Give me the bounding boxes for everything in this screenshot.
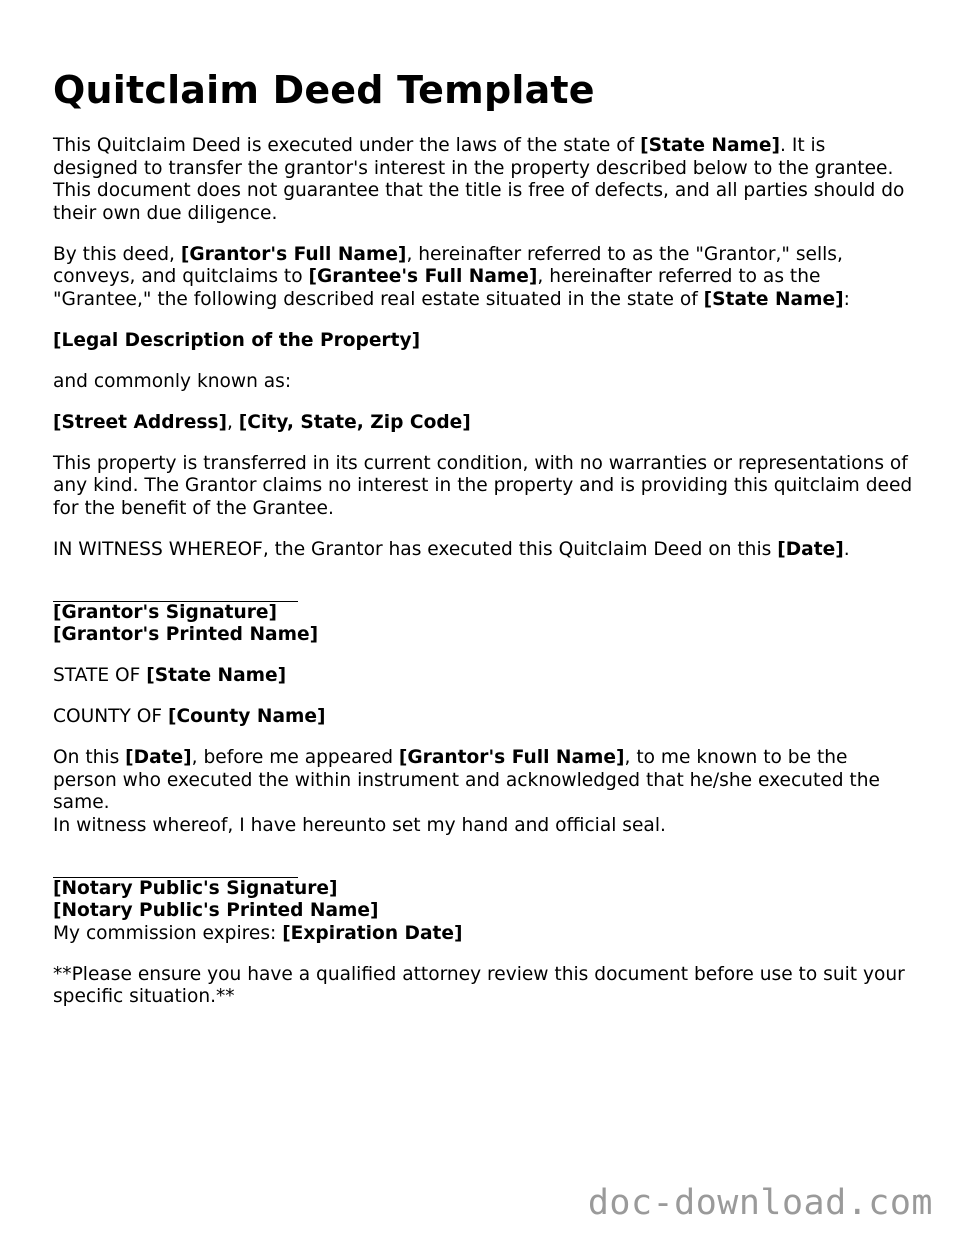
notary-printed-name-placeholder: [Notary Public's Printed Name] xyxy=(53,900,379,921)
grantor-signature-block xyxy=(53,580,913,647)
known-as-paragraph: and commonly known as: xyxy=(53,370,292,392)
disclaimer-paragraph: **Please ensure you have a qualified attorney review this document before use to suit your specific situation.** xyxy=(53,963,905,1007)
state-of-placeholder: [State Name] xyxy=(146,665,287,686)
ack-date-placeholder: [Date] xyxy=(125,747,192,768)
conveyance-text-4: : xyxy=(843,288,850,310)
ack-grantor-placeholder: [Grantor's Full Name] xyxy=(398,747,625,768)
acknowledgment-paragraph xyxy=(53,747,913,837)
grantor-signature-line xyxy=(53,580,298,602)
ack-text-2: , before me appeared xyxy=(191,747,399,768)
notary-signature-block xyxy=(53,856,913,946)
intro-text-2: . It is designed to transfer the grantor's interest in the property described below to the grantee. This document does not guarantee that the title is free of defects, and all parties should do their own due diligence. xyxy=(53,135,905,224)
state-of-line xyxy=(53,665,913,688)
legal-description-placeholder: [Legal Description of the Property] xyxy=(53,329,421,351)
conveyance-state-placeholder: [State Name] xyxy=(703,288,844,310)
county-of-line xyxy=(53,706,913,729)
document-page xyxy=(53,62,913,1027)
grantor-signature-placeholder: [Grantor's Signature] xyxy=(53,601,278,623)
intro-state-placeholder: [State Name] xyxy=(640,135,781,156)
grantee-name-placeholder: [Grantee's Full Name] xyxy=(308,266,538,287)
notary-signature-placeholder: [Notary Public's Signature] xyxy=(53,877,338,899)
conveyance-text-1: By this deed, xyxy=(53,243,181,265)
intro-paragraph xyxy=(53,135,913,225)
conveyance-paragraph xyxy=(53,244,913,312)
street-address-placeholder: [Street Address] xyxy=(53,411,227,433)
address-separator: , xyxy=(226,411,239,433)
grantor-name-placeholder: [Grantor's Full Name] xyxy=(180,243,407,265)
intro-text-1: This Quitclaim Deed is executed under the laws of the state of xyxy=(53,135,641,156)
page-title: Quitclaim Deed Template xyxy=(53,68,595,112)
county-of-label: COUNTY OF xyxy=(53,706,169,727)
witness-paragraph xyxy=(53,539,913,562)
condition-paragraph: This property is transferred in its current condition, with no warranties or representations of any kind. The Grantor claims no interest in the property and is providing this quitclaim deed for the benefit of the Grantee. xyxy=(53,452,913,519)
legal-description-paragraph xyxy=(53,330,913,353)
ack-text-3: , to me known to be the person who executed the within instrument and acknowledged that he/she executed the same. xyxy=(53,747,880,813)
watermark: doc-download.com xyxy=(587,1183,933,1223)
address-paragraph xyxy=(53,412,913,435)
grantor-printed-name-placeholder: [Grantor's Printed Name] xyxy=(53,624,319,645)
commission-expires-label: My commission expires: xyxy=(53,922,283,944)
witness-date-placeholder: [Date] xyxy=(777,538,844,560)
state-of-label: STATE OF xyxy=(53,665,147,686)
ack-text-1: On this xyxy=(53,747,126,768)
county-of-placeholder: [County Name] xyxy=(168,706,326,727)
witness-text-2: . xyxy=(843,538,850,560)
witness-text-1: IN WITNESS WHEREOF, the Grantor has executed this Quitclaim Deed on this xyxy=(53,538,778,560)
notary-signature-line xyxy=(53,856,298,878)
expiration-date-placeholder: [Expiration Date] xyxy=(282,922,463,944)
conveyance-text-3: , hereinafter referred to as the "Grantee," the following described real estate situated in the state of xyxy=(53,266,821,310)
city-state-zip-placeholder: [City, State, Zip Code] xyxy=(238,411,471,433)
conveyance-text-2: , hereinafter referred to as the "Grantor," sells, conveys, and quitclaims to xyxy=(53,243,843,287)
ack-seal-text: In witness whereof, I have hereunto set my hand and official seal. xyxy=(53,814,666,836)
